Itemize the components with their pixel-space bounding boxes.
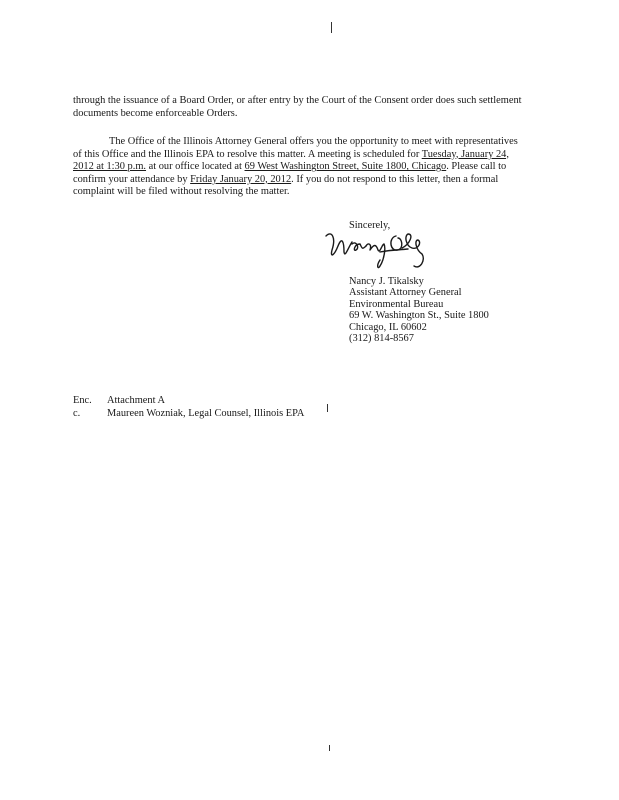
paragraph-meeting: [73, 136, 525, 199]
meeting-text-1: The Office of the Illinois Attorney General offers you the opportunity to meet with representatives of this Office and the Illinois EPA to resolve this matter. A meeting is scheduled for: [73, 136, 518, 160]
address-line-1: 69 W. Washington St., Suite 1800: [349, 310, 489, 322]
enclosure-row: [73, 395, 304, 408]
enc-value: Attachment A: [107, 395, 166, 406]
signer-title: Assistant Attorney General: [349, 287, 462, 299]
meeting-location: 69 West Washington Street, Suite 1800, Chicago: [244, 161, 447, 173]
signer-bureau: Environmental Bureau: [349, 298, 444, 310]
meeting-datetime: Tuesday, January 24, 2012 at 1:30 p.m.: [73, 148, 509, 173]
scan-mark: [327, 404, 328, 412]
paragraph-settlement: through the issuance of a Board Order, or after entry by the Court of the Consent order does such settlement documents become enforceable Orders.: [73, 95, 522, 119]
enc-label: Enc.: [73, 395, 92, 406]
confirm-date: Friday January 20, 2012: [190, 173, 292, 185]
meeting-text-3: . Please call to confirm your attendance by: [73, 161, 507, 185]
address-line-2: Chicago, IL 60602: [349, 321, 427, 333]
cc-row: [73, 408, 304, 421]
meeting-text-2: at our office located at: [146, 161, 245, 173]
closing: Sincerely,: [349, 220, 391, 231]
handwritten-signature: [318, 226, 468, 276]
cc-label: c.: [73, 407, 81, 419]
meeting-text-4: . If you do not respond to this letter, then a formal complaint will be filed without resolving the matter.: [73, 173, 499, 198]
scan-mark: [331, 22, 332, 33]
scan-mark: [329, 745, 330, 751]
enclosures: [73, 395, 304, 420]
phone: (312) 814-8567: [349, 332, 414, 344]
cc-value: Maureen Wozniak, Legal Counsel, Illinois EPA: [107, 407, 305, 419]
signer-name: Nancy J. Tikalsky: [349, 276, 424, 287]
signature-block: [349, 276, 489, 344]
